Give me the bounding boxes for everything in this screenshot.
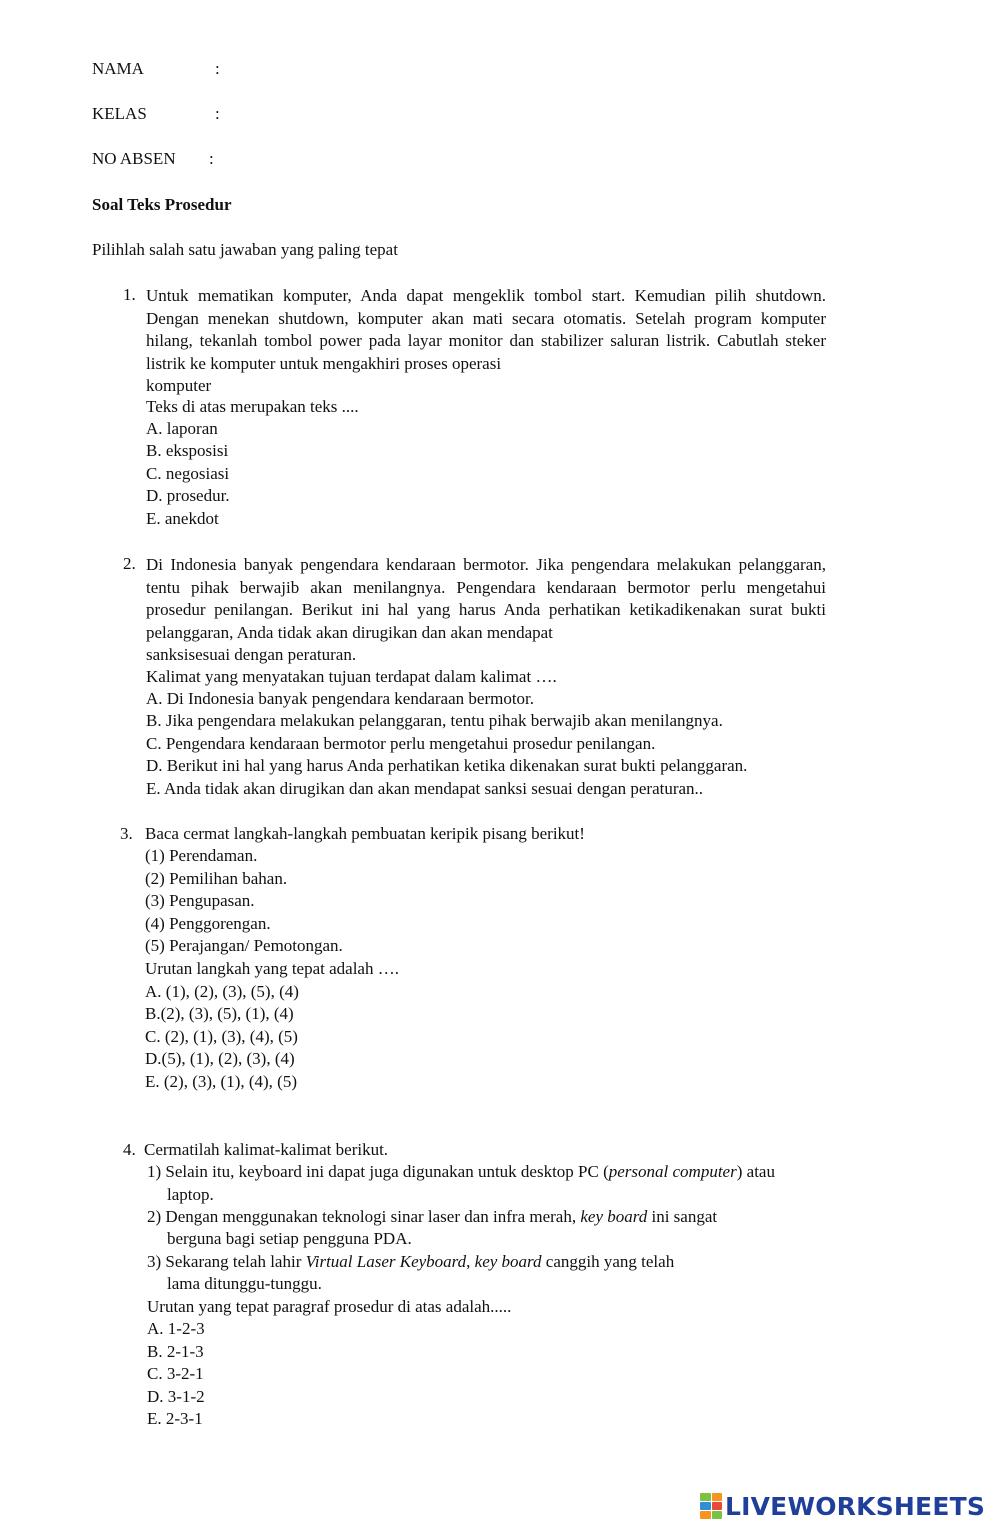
question-2-prompt: Kalimat yang menyatakan tujuan terdapat dalam kalimat …. bbox=[146, 667, 557, 686]
question-3-prompt: Urutan langkah yang tepat adalah …. bbox=[145, 959, 399, 978]
passage-line: shutdown. Dengan menekan shutdown, komputer akan mati secara otomatis. Setelah bbox=[146, 286, 827, 328]
question-4-sentence-3-cont: lama ditunggu-tunggu. bbox=[167, 1274, 322, 1293]
question-3-option[interactable]: E. (2), (3), (1), (4), (5) bbox=[145, 1072, 297, 1091]
question-3-step: (5) Perajangan/ Pemotongan. bbox=[145, 936, 343, 955]
logo-block bbox=[712, 1493, 723, 1501]
passage-line: sanksisesuai dengan peraturan. bbox=[146, 645, 357, 665]
sentence-text: ) atau bbox=[736, 1162, 775, 1181]
question-4-option[interactable]: E. 2-3-1 bbox=[147, 1409, 203, 1428]
question-4-sentence-2-cont: berguna bagi setiap pengguna PDA. bbox=[167, 1229, 412, 1248]
question-3-option[interactable]: C. (2), (1), (3), (4), (5) bbox=[145, 1027, 298, 1046]
passage-line: Di Indonesia banyak pengendara kendaraan bermotor. Jika pengendara melakukan bbox=[146, 555, 732, 574]
question-1-option[interactable]: D. prosedur. bbox=[146, 486, 230, 505]
question-2-option[interactable]: B. Jika pengendara melakukan pelanggaran, tentu pihak berwajib akan menilangnya. bbox=[146, 711, 723, 730]
passage-line: perlu mengetahui prosedur penilangan. Berikut ini hal yang harus Anda perhatikan bbox=[146, 577, 826, 620]
logo-block bbox=[700, 1502, 711, 1510]
question-3-number: 3. bbox=[120, 824, 133, 843]
question-3-step: (4) Penggorengan. bbox=[145, 914, 271, 933]
liveworksheets-logo-text: LIVEWORKSHEETS bbox=[725, 1491, 986, 1521]
passage-line: pelanggaran, tentu pihak berwajib akan menilangnya. Pengendara kendaraan bermotor bbox=[146, 555, 826, 597]
question-2-passage bbox=[146, 554, 826, 667]
question-3-option[interactable]: D.(5), (1), (2), (3), (4) bbox=[145, 1049, 295, 1068]
question-2-number: 2. bbox=[123, 554, 136, 573]
question-4-sentence-2 bbox=[147, 1207, 717, 1227]
sentence-italic: personal computer bbox=[608, 1162, 737, 1181]
question-1-option[interactable]: E. anekdot bbox=[146, 509, 219, 528]
instruction: Pilihlah salah satu jawaban yang paling tepat bbox=[92, 240, 398, 259]
question-4-option[interactable]: B. 2-1-3 bbox=[147, 1342, 204, 1361]
class-colon: : bbox=[215, 104, 220, 123]
question-4-option[interactable]: C. 3-2-1 bbox=[147, 1364, 204, 1383]
question-4-option[interactable]: A. 1-2-3 bbox=[147, 1319, 205, 1338]
question-1-passage bbox=[146, 285, 826, 398]
sentence-italic: key board bbox=[474, 1252, 542, 1271]
question-1-option[interactable]: B. eksposisi bbox=[146, 441, 229, 460]
question-3-option[interactable]: A. (1), (2), (3), (5), (4) bbox=[145, 982, 299, 1001]
question-2-option[interactable]: D. Berikut ini hal yang harus Anda perhatikan ketika dikenakan surat bukti pelanggaran. bbox=[146, 756, 748, 775]
question-1-option[interactable]: A. laporan bbox=[146, 419, 218, 438]
name-colon: : bbox=[215, 59, 220, 78]
question-4-sentence-3 bbox=[147, 1252, 674, 1272]
page-title: Soal Teks Prosedur bbox=[92, 195, 232, 214]
absen-colon: : bbox=[209, 149, 214, 168]
sentence-text: canggih yang telah bbox=[541, 1252, 675, 1271]
question-4-sentence-1-cont: laptop. bbox=[167, 1185, 214, 1204]
question-3-intro: Baca cermat langkah-langkah pembuatan keripik pisang berikut! bbox=[145, 824, 585, 843]
liveworksheets-logo[interactable] bbox=[700, 1491, 985, 1521]
name-label: NAMA bbox=[92, 59, 144, 78]
question-4-prompt: Urutan yang tepat paragraf prosedur di atas adalah..... bbox=[147, 1297, 512, 1316]
sentence-italic: Virtual Laser Keyboard bbox=[305, 1252, 467, 1271]
sentence-text: , bbox=[466, 1252, 475, 1271]
question-2-option[interactable]: A. Di Indonesia banyak pengendara kendaraan bermotor. bbox=[146, 689, 535, 708]
question-2-option[interactable]: E. Anda tidak akan dirugikan dan akan mendapat sanksi sesuai dengan peraturan.. bbox=[146, 779, 704, 798]
liveworksheets-logo-icon bbox=[700, 1493, 722, 1519]
sentence-text: 3) Sekarang telah lahir bbox=[147, 1252, 306, 1271]
question-4-option[interactable]: D. 3-1-2 bbox=[147, 1387, 205, 1406]
question-3-step: (1) Perendaman. bbox=[145, 846, 258, 865]
passage-line: Untuk mematikan komputer, Anda dapat mengeklik tombol start. Kemudian pilih bbox=[146, 286, 747, 305]
question-3-option[interactable]: B.(2), (3), (5), (1), (4) bbox=[145, 1004, 294, 1023]
class-label: KELAS bbox=[92, 104, 147, 123]
question-3-step: (2) Pemilihan bahan. bbox=[145, 869, 288, 888]
logo-block bbox=[700, 1493, 711, 1501]
question-4-intro: Cermatilah kalimat-kalimat berikut. bbox=[144, 1140, 389, 1159]
absen-label: NO ABSEN bbox=[92, 149, 176, 168]
passage-line: saluran listrik. Cabutlah steker listrik ke komputer untuk mengakhiri proses operasi bbox=[146, 331, 827, 373]
question-4-sentence-1 bbox=[147, 1162, 775, 1182]
passage-line: ketikadikenakan surat bukti pelanggaran, Anda tidak akan dirugikan dan akan mendapat bbox=[146, 600, 827, 642]
sentence-italic: key board bbox=[580, 1207, 648, 1226]
passage-line: komputer bbox=[146, 376, 212, 396]
sentence-text: 2) Dengan menggunakan teknologi sinar laser dan infra merah, bbox=[147, 1207, 581, 1226]
question-3-step: (3) Pengupasan. bbox=[145, 891, 255, 910]
question-2-option[interactable]: C. Pengendara kendaraan bermotor perlu mengetahui prosedur penilangan. bbox=[146, 734, 656, 753]
question-1-prompt: Teks di atas merupakan teks .... bbox=[146, 397, 359, 416]
logo-block bbox=[712, 1511, 723, 1519]
question-4-number: 4. bbox=[123, 1140, 136, 1159]
logo-block bbox=[712, 1502, 723, 1510]
question-1-number: 1. bbox=[123, 285, 136, 304]
logo-block bbox=[700, 1511, 711, 1519]
question-1-option[interactable]: C. negosiasi bbox=[146, 464, 230, 483]
passage-line: program komputer hilang, tekanlah tombol power pada layar monitor dan stabilizer bbox=[146, 308, 826, 351]
sentence-text: ini sangat bbox=[647, 1207, 718, 1226]
sentence-text: 1) Selain itu, keyboard ini dapat juga digunakan untuk desktop PC ( bbox=[147, 1162, 609, 1181]
